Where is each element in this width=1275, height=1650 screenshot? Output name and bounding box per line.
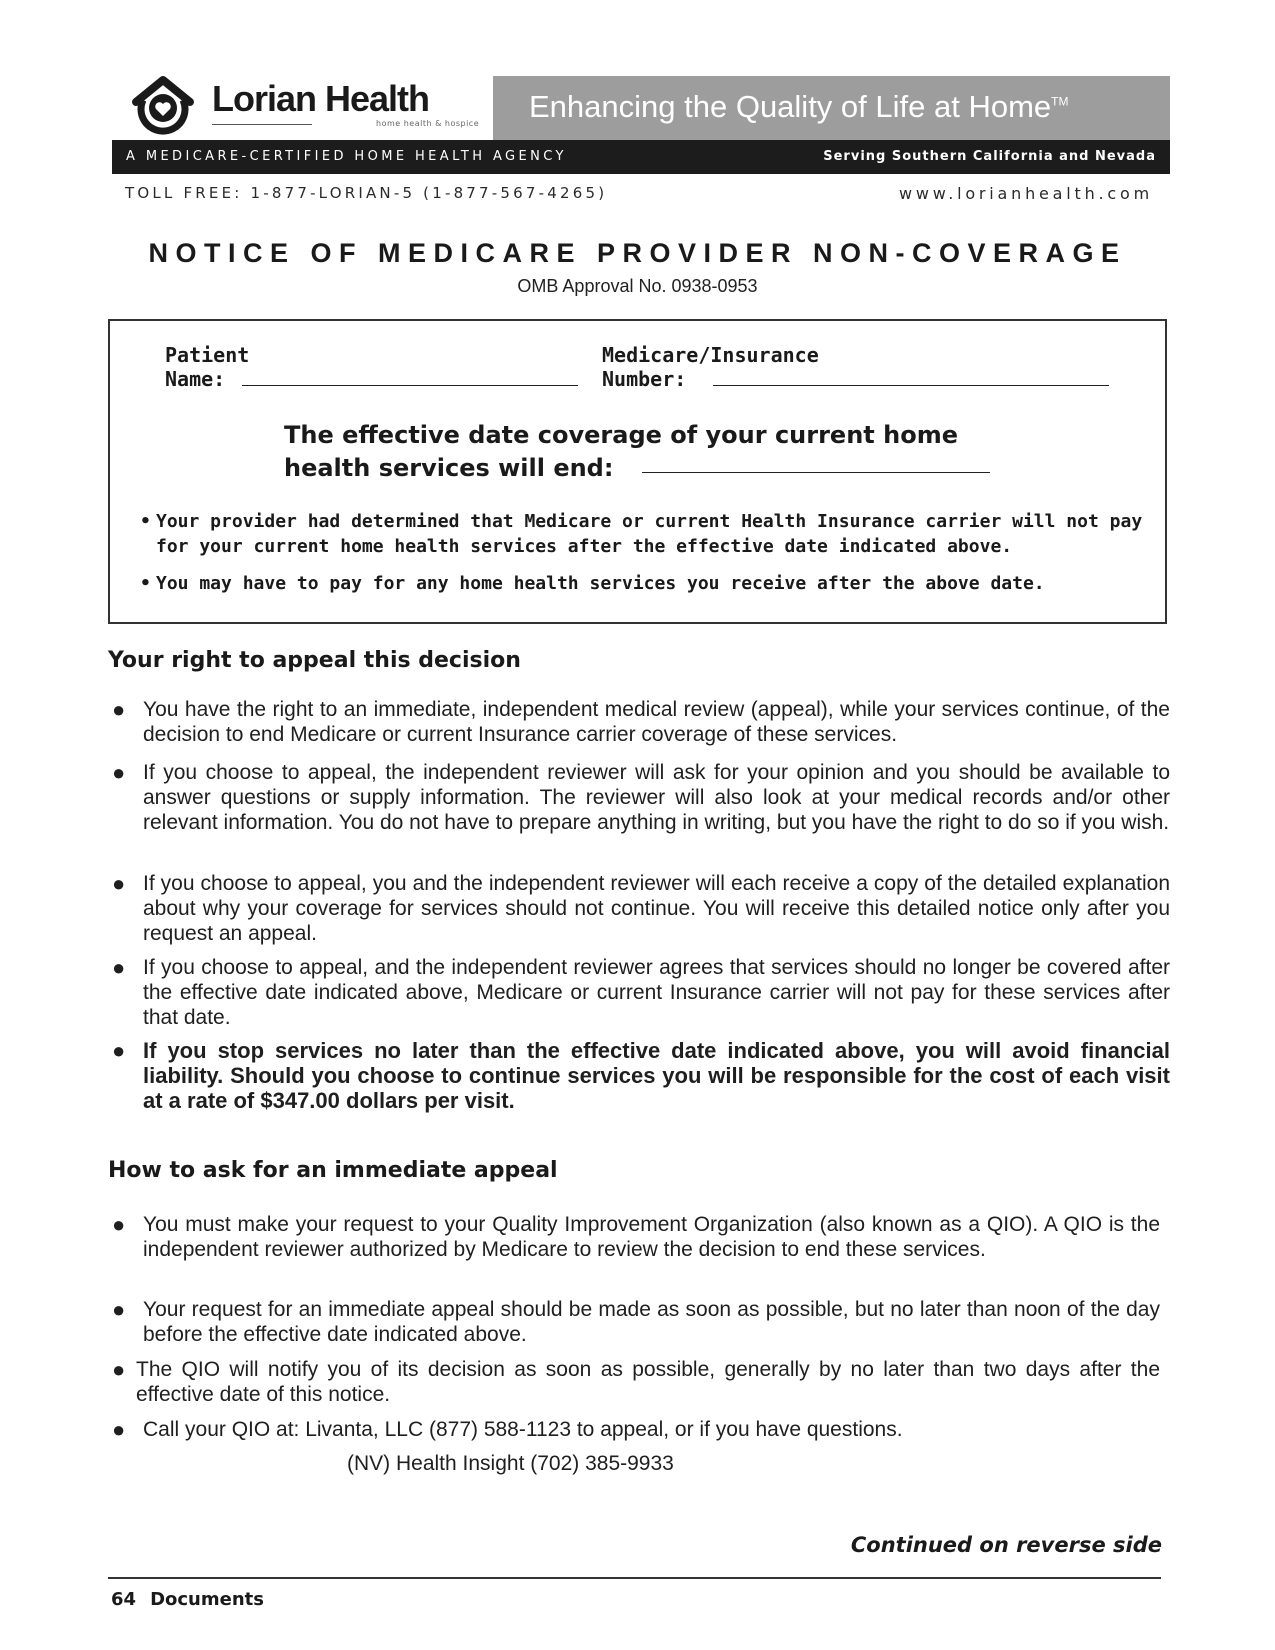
bullet-dot-icon: ● — [112, 697, 126, 722]
bullet-dot-icon: ● — [112, 1038, 126, 1063]
box-bullet-2-text: You may have to pay for any home health services you receive after the above date. — [156, 573, 1045, 594]
trademark-mark: TM — [1051, 94, 1069, 109]
appeal-bullet-1 — [112, 697, 1170, 747]
appeal-bullet-3 — [112, 871, 1170, 946]
appeal-bullet-5 — [112, 1038, 1170, 1113]
insurance-number-label — [602, 343, 819, 391]
section-name: Documents — [150, 1589, 264, 1610]
patient-name-field[interactable] — [242, 385, 578, 386]
logo-tagline: home health & hospice — [376, 119, 480, 128]
continued-note: Continued on reverse side — [850, 1533, 1162, 1557]
appeal-bullet-1-text: You have the right to an immediate, independent medical review (appeal), while your services continue, of the decision to end Medicare or current Insurance carrier coverage of these services. — [143, 698, 1170, 746]
agency-banner — [112, 140, 1170, 174]
bullet-dot-icon: ● — [112, 760, 126, 785]
bullet-dot-icon: ● — [112, 1417, 126, 1442]
omb-approval: OMB Approval No. 0938-0953 — [517, 276, 758, 296]
tagline-text — [529, 89, 1068, 125]
box-bullet-2 — [140, 571, 1045, 596]
appeal-bullet-2 — [112, 760, 1170, 835]
tagline-banner — [493, 76, 1170, 140]
effective-line-2: health services will end: — [284, 454, 614, 482]
bullet-dot-icon: • — [140, 511, 151, 532]
appeal-bullet-5-text: If you stop services no later than the effective date indicated above, you will avoid financial liability. Should you choose to continue services you will be responsible for the cost of each visit at a rate of $347.00 dollars per visit. — [143, 1038, 1170, 1113]
immediate-bullet-3-text: The QIO will notify you of its decision as soon as possible, generally by no later than two days after the effective date of this notice. — [136, 1358, 1160, 1406]
immediate-bullet-3 — [112, 1357, 1160, 1407]
tagline-text-main: Enhancing the Quality of Life at Home — [529, 89, 1052, 124]
immediate-bullet-4-text: Call your QIO at: Livanta, LLC (877) 588-1123 to appeal, or if you have questions. — [143, 1418, 903, 1441]
appeal-bullet-4-text: If you choose to appeal, and the independent reviewer agrees that services should no longer be covered after the effective date indicated above, Medicare or current Insurance carrier will not pay for these services after that date. — [143, 956, 1170, 1029]
page-number: 64 — [111, 1589, 137, 1610]
footer-divider — [108, 1577, 1161, 1579]
bullet-dot-icon: ● — [112, 955, 126, 980]
nv-qio-contact: (NV) Health Insight (702) 385-9933 — [347, 1452, 674, 1475]
immediate-bullet-1-text: You must make your request to your Quality Improvement Organization (also known as a QIO). A QIO is the independent reviewer authorized by Medicare to review the decision to end these services. — [143, 1213, 1160, 1261]
box-bullet-1-line-2: for your current home health services after the effective date indicated above. — [156, 536, 1013, 557]
bullet-dot-icon: ● — [112, 1297, 126, 1322]
appeal-bullet-3-text: If you choose to appeal, you and the independent reviewer will each receive a copy of the detailed explanation about why your coverage for services should not continue. You will receive this detailed notice only after you request an appeal. — [143, 872, 1170, 945]
effective-date-field[interactable] — [642, 472, 990, 473]
box-bullet-1 — [140, 509, 1142, 559]
insurance-label-line-2: Number: — [602, 367, 687, 391]
appeal-bullet-4 — [112, 955, 1170, 1030]
appeal-bullet-2-text: If you choose to appeal, the independent reviewer will ask for your opinion and you should be available to answer questions or supply information. The reviewer will also look at your medical records and/or other relevant information. You do not have to prepare anything in writing, but you have the right to do so if you wish. — [143, 761, 1170, 834]
bullet-dot-icon: ● — [112, 1357, 126, 1382]
notice-box — [108, 319, 1167, 624]
insurance-label-line-1: Medicare/Insurance — [602, 343, 819, 367]
agency-line: A MEDICARE-CERTIFIED HOME HEALTH AGENCY — [126, 149, 567, 164]
bullet-dot-icon: ● — [112, 1212, 126, 1237]
effective-date-statement — [284, 419, 958, 485]
insurance-number-field[interactable] — [713, 385, 1109, 386]
patient-label-line-1: Patient — [165, 343, 250, 367]
website-url: www.lorianhealth.com — [899, 184, 1153, 203]
immediate-bullet-4 — [112, 1417, 1160, 1442]
bullet-dot-icon: ● — [112, 871, 126, 896]
patient-label-line-2: Name: — [165, 367, 226, 391]
house-heart-icon — [130, 72, 196, 138]
bullet-dot-icon: • — [140, 573, 151, 594]
appeal-heading: Your right to appeal this decision — [108, 648, 521, 673]
logo-divider — [212, 124, 312, 125]
immediate-bullet-2-text: Your request for an immediate appeal should be made as soon as possible, but no later than noon of the day before the effective date indicated above. — [143, 1298, 1160, 1346]
effective-line-1: The effective date coverage of your current home — [284, 421, 958, 449]
company-logo — [130, 72, 480, 138]
page-footer — [111, 1589, 264, 1610]
toll-free-number: TOLL FREE: 1-877-LORIAN-5 (1-877-567-4265) — [125, 184, 608, 202]
serving-line: Serving Southern California and Nevada — [823, 149, 1156, 164]
logo-name: Lorian Health — [212, 78, 430, 119]
immediate-bullet-2 — [112, 1297, 1160, 1347]
box-bullet-1-line-1: Your provider had determined that Medicare or current Health Insurance carrier will not pay — [156, 511, 1143, 532]
patient-name-label — [165, 343, 249, 391]
immediate-appeal-heading: How to ask for an immediate appeal — [108, 1158, 558, 1183]
immediate-bullet-1 — [112, 1212, 1160, 1262]
document-title: NOTICE OF MEDICARE PROVIDER NON-COVERAGE — [148, 238, 1127, 268]
